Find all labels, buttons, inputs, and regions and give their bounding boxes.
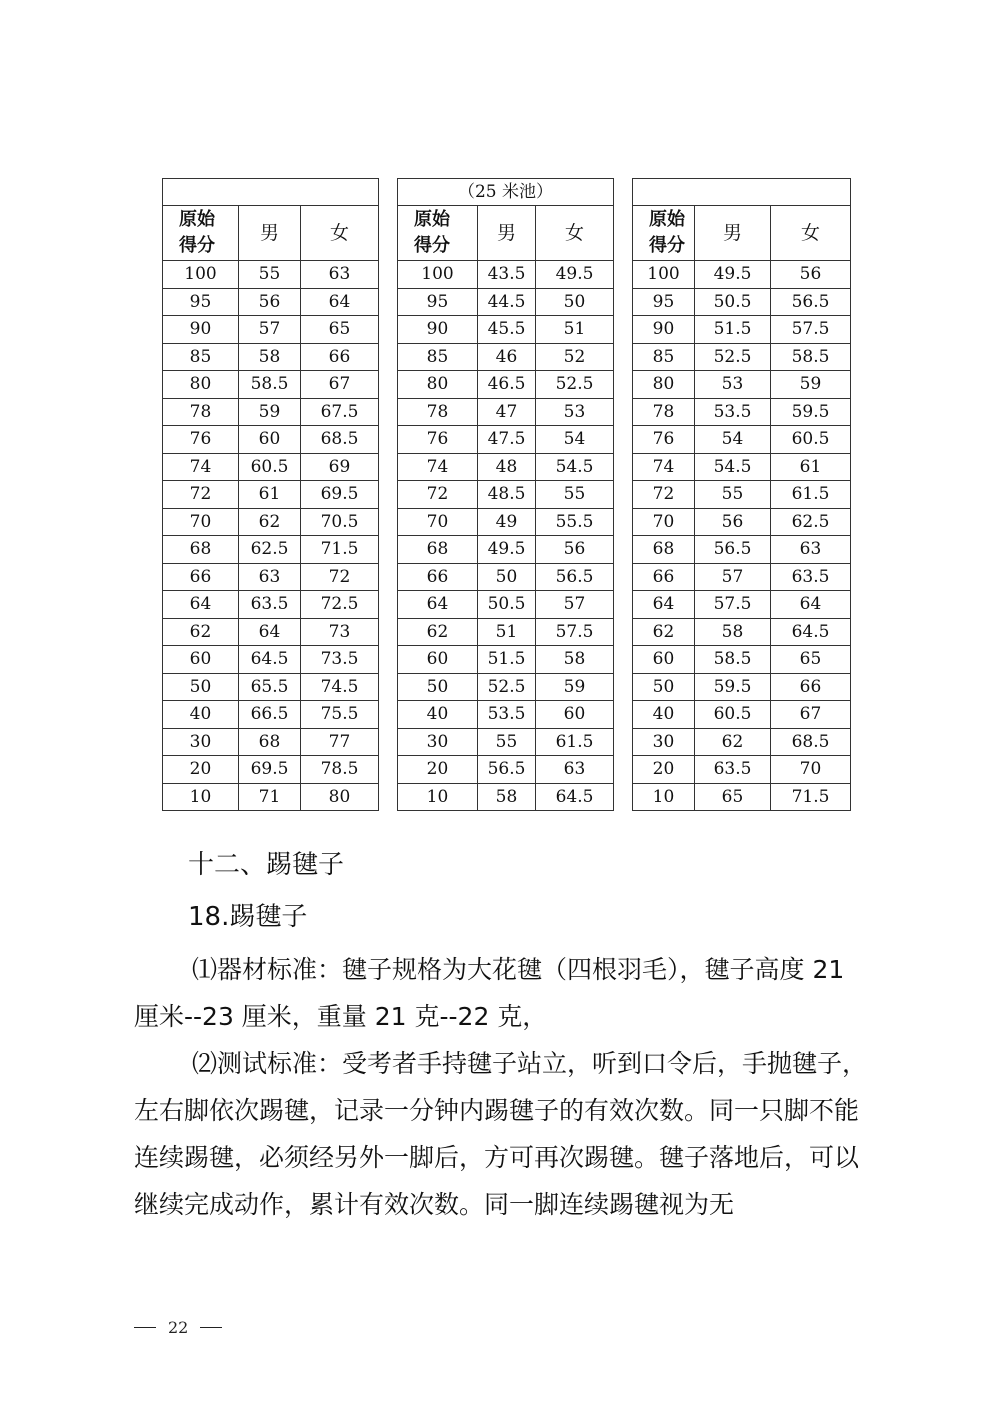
table-cell: 64 <box>398 591 478 619</box>
table-cell: 73.5 <box>301 646 379 674</box>
table-cell: 56 <box>695 508 771 536</box>
table-cell: 65 <box>301 316 379 344</box>
table-cell: 46 <box>478 343 536 371</box>
table-cell: 72 <box>301 563 379 591</box>
table-cell: 80 <box>163 371 239 399</box>
table-cell: 64 <box>633 591 695 619</box>
table-cell: 40 <box>633 701 695 729</box>
item-heading: 18.踢毽子 <box>188 902 308 932</box>
table-row <box>398 673 614 701</box>
table-cell: 72 <box>163 481 239 509</box>
table-cell: 95 <box>398 288 478 316</box>
table-cell: 74 <box>398 453 478 481</box>
table-cell: 61 <box>239 481 301 509</box>
table-cell: 72 <box>633 481 695 509</box>
table-cell: 76 <box>163 426 239 454</box>
table-cell: 95 <box>633 288 695 316</box>
table-cell: 62 <box>695 728 771 756</box>
table-cell: 72 <box>398 481 478 509</box>
table-row <box>163 426 379 454</box>
table-row <box>163 536 379 564</box>
paragraph-equipment <box>134 946 874 1040</box>
table-cell: 10 <box>163 783 239 811</box>
table-cell: 85 <box>398 343 478 371</box>
table-cell: 51 <box>536 316 614 344</box>
table-row <box>398 756 614 784</box>
table-cell: 69.5 <box>239 756 301 784</box>
table-cell: 61.5 <box>536 728 614 756</box>
paragraph-test-standard <box>134 1040 874 1228</box>
table-cell: 64 <box>239 618 301 646</box>
table-cell: 57 <box>536 591 614 619</box>
table-row <box>633 701 851 729</box>
table-cell: 49 <box>478 508 536 536</box>
table-cell: 54 <box>536 426 614 454</box>
table-cell: 100 <box>163 261 239 289</box>
table-row <box>398 426 614 454</box>
table-cell: 58.5 <box>239 371 301 399</box>
table-row <box>633 508 851 536</box>
table-row <box>163 673 379 701</box>
table-cell: 47 <box>478 398 536 426</box>
table-cell: 90 <box>163 316 239 344</box>
table-cell: 78 <box>398 398 478 426</box>
paragraph-text: ⑵测试标准：受考者手持毽子站立，听到口令后，手抛毽子，左右脚依次踢毽，记录一分钟内踢毽子的有效次数。同一只脚不能连续踢毽，必须经另外一脚后，方可再次踢毽。毽子落地后，可以继续完成动作，累计有效次数。同一脚连续踢毽视为无 <box>134 1049 868 1219</box>
table-row <box>633 343 851 371</box>
table-row <box>633 563 851 591</box>
table-cell: 65 <box>771 646 851 674</box>
table-cell: 62.5 <box>239 536 301 564</box>
table-row <box>163 453 379 481</box>
table-row <box>633 261 851 289</box>
table-cell: 64.5 <box>771 618 851 646</box>
table-cell: 53.5 <box>478 701 536 729</box>
header-female: 女 <box>536 206 614 261</box>
table-cell: 74.5 <box>301 673 379 701</box>
header-raw-score: 原始 得分 <box>633 206 695 261</box>
table-cell: 77 <box>301 728 379 756</box>
table-cell: 78 <box>633 398 695 426</box>
table-cell: 71 <box>239 783 301 811</box>
table-cell: 44.5 <box>478 288 536 316</box>
table-cell: 55 <box>536 481 614 509</box>
table-cell: 20 <box>163 756 239 784</box>
table-row <box>163 343 379 371</box>
table-cell: 50 <box>478 563 536 591</box>
table-row <box>398 453 614 481</box>
table-cell: 55.5 <box>536 508 614 536</box>
table-cell: 49.5 <box>478 536 536 564</box>
table-row <box>633 288 851 316</box>
table-cell: 51.5 <box>695 316 771 344</box>
score-table-3 <box>632 178 851 811</box>
table-cell: 43.5 <box>478 261 536 289</box>
table-cell: 65 <box>695 783 771 811</box>
table-cell: 61.5 <box>771 481 851 509</box>
table-row <box>398 508 614 536</box>
table-cell: 78.5 <box>301 756 379 784</box>
header-female: 女 <box>771 206 851 261</box>
table-row <box>398 343 614 371</box>
table-cell: 51.5 <box>478 646 536 674</box>
table-cell: 76 <box>633 426 695 454</box>
table-cell: 66 <box>771 673 851 701</box>
table-cell: 90 <box>633 316 695 344</box>
table-cell: 67 <box>301 371 379 399</box>
table-cell: 95 <box>163 288 239 316</box>
table-gap <box>379 178 397 811</box>
table-row <box>633 756 851 784</box>
table-cell: 59 <box>239 398 301 426</box>
table-cell: 66 <box>163 563 239 591</box>
table-cell: 52.5 <box>478 673 536 701</box>
footer-dash <box>134 1327 156 1328</box>
table-cell: 56 <box>536 536 614 564</box>
table-cell: 85 <box>163 343 239 371</box>
table-cell: 50 <box>163 673 239 701</box>
table-cell: 71.5 <box>771 783 851 811</box>
table-cell: 55 <box>478 728 536 756</box>
table-caption: （25 米池） <box>398 179 614 206</box>
table-cell: 80 <box>633 371 695 399</box>
table-row <box>163 591 379 619</box>
table-cell: 62 <box>239 508 301 536</box>
page-footer <box>134 1318 222 1337</box>
table-cell: 60 <box>239 426 301 454</box>
table-cell: 70 <box>633 508 695 536</box>
table-cell: 75.5 <box>301 701 379 729</box>
table-row <box>163 288 379 316</box>
table-row <box>633 426 851 454</box>
table-cell: 60 <box>536 701 614 729</box>
table-cell: 60 <box>633 646 695 674</box>
table-row <box>163 701 379 729</box>
table-cell: 67.5 <box>301 398 379 426</box>
table-cell: 70.5 <box>301 508 379 536</box>
table-cell: 68 <box>239 728 301 756</box>
table-row <box>163 508 379 536</box>
table-cell: 54.5 <box>536 453 614 481</box>
table-cell: 69.5 <box>301 481 379 509</box>
table-cell: 56 <box>239 288 301 316</box>
table-row <box>633 591 851 619</box>
table-row <box>633 481 851 509</box>
table-cell: 63 <box>771 536 851 564</box>
table-row <box>633 728 851 756</box>
table-row <box>633 453 851 481</box>
table-cell: 85 <box>633 343 695 371</box>
table-row <box>163 316 379 344</box>
table-row <box>163 481 379 509</box>
table-cell: 67 <box>771 701 851 729</box>
table-row <box>398 261 614 289</box>
table-cell: 70 <box>163 508 239 536</box>
table-cell: 20 <box>633 756 695 784</box>
table-cell: 57 <box>695 563 771 591</box>
table-cell: 71.5 <box>301 536 379 564</box>
table-row <box>398 783 614 811</box>
table-cell: 47.5 <box>478 426 536 454</box>
table-cell: 54.5 <box>695 453 771 481</box>
table-cell: 59 <box>536 673 614 701</box>
table-cell: 64 <box>301 288 379 316</box>
table-cell: 57 <box>239 316 301 344</box>
table-row <box>398 701 614 729</box>
table-cell: 60 <box>398 646 478 674</box>
table-cell: 20 <box>398 756 478 784</box>
table-cell: 58 <box>536 646 614 674</box>
table-cell: 63.5 <box>239 591 301 619</box>
table-cell: 63.5 <box>771 563 851 591</box>
table-cell: 60.5 <box>695 701 771 729</box>
section-heading: 十二、踢毽子 <box>188 850 345 880</box>
table-cell: 58 <box>239 343 301 371</box>
footer-dash <box>200 1327 222 1328</box>
table-cell: 63 <box>239 563 301 591</box>
table-cell: 30 <box>398 728 478 756</box>
table-cell: 73 <box>301 618 379 646</box>
table-row <box>633 536 851 564</box>
table-cell: 50.5 <box>478 591 536 619</box>
table-cell: 68 <box>163 536 239 564</box>
table-cell: 49.5 <box>695 261 771 289</box>
table-cell: 60.5 <box>771 426 851 454</box>
table-cell: 52.5 <box>536 371 614 399</box>
table-cell: 62.5 <box>771 508 851 536</box>
table-cell: 30 <box>163 728 239 756</box>
table-row <box>398 646 614 674</box>
table-row <box>633 371 851 399</box>
table-row <box>633 316 851 344</box>
table-cell: 57.5 <box>771 316 851 344</box>
table-row <box>398 371 614 399</box>
table-cell: 53.5 <box>695 398 771 426</box>
table-cell: 80 <box>301 783 379 811</box>
table-cell: 52 <box>536 343 614 371</box>
table-cell: 54 <box>695 426 771 454</box>
table-cell: 66.5 <box>239 701 301 729</box>
table-cell: 59.5 <box>771 398 851 426</box>
table-cell: 80 <box>398 371 478 399</box>
table-row <box>398 618 614 646</box>
table-cell: 68 <box>398 536 478 564</box>
table-cell: 68.5 <box>771 728 851 756</box>
table-cell: 56 <box>771 261 851 289</box>
table-cell: 53 <box>536 398 614 426</box>
table-row <box>163 783 379 811</box>
table-row <box>398 288 614 316</box>
table-cell: 66 <box>398 563 478 591</box>
table-cell: 69 <box>301 453 379 481</box>
table-cell: 70 <box>398 508 478 536</box>
table-cell: 46.5 <box>478 371 536 399</box>
table-cell: 10 <box>398 783 478 811</box>
table-cell: 65.5 <box>239 673 301 701</box>
table-cell: 60.5 <box>239 453 301 481</box>
table-cell: 74 <box>633 453 695 481</box>
table-cell: 40 <box>163 701 239 729</box>
table-cell: 72.5 <box>301 591 379 619</box>
table-row <box>633 618 851 646</box>
table-cell: 45.5 <box>478 316 536 344</box>
table-row <box>398 728 614 756</box>
table-cell: 56.5 <box>695 536 771 564</box>
table-cell: 57.5 <box>536 618 614 646</box>
header-male: 男 <box>239 206 301 261</box>
table-cell: 59.5 <box>695 673 771 701</box>
table-cell: 64 <box>771 591 851 619</box>
table-cell: 62 <box>163 618 239 646</box>
table-cell: 51 <box>478 618 536 646</box>
table-row <box>398 481 614 509</box>
table-cell: 62 <box>633 618 695 646</box>
header-female: 女 <box>301 206 379 261</box>
table-row <box>398 591 614 619</box>
header-male: 男 <box>695 206 771 261</box>
table-cell: 61 <box>771 453 851 481</box>
score-table-2 <box>397 178 614 811</box>
table-cell: 64.5 <box>239 646 301 674</box>
table-row <box>633 783 851 811</box>
table-cell: 66 <box>633 563 695 591</box>
table-cell: 50 <box>398 673 478 701</box>
table-cell: 56.5 <box>771 288 851 316</box>
table-cell: 68 <box>633 536 695 564</box>
header-raw-score: 原始 得分 <box>398 206 478 261</box>
table-cell: 55 <box>239 261 301 289</box>
table-cell: 30 <box>633 728 695 756</box>
table-cell: 68.5 <box>301 426 379 454</box>
table-cell: 50 <box>536 288 614 316</box>
table-cell: 64.5 <box>536 783 614 811</box>
table-cell: 58 <box>478 783 536 811</box>
table-cell: 64 <box>163 591 239 619</box>
table-cell: 78 <box>163 398 239 426</box>
table-row <box>163 371 379 399</box>
table-row <box>163 646 379 674</box>
paragraph-text: ⑴器材标准：毽子规格为大花毽（四根羽毛），毽子高度 21 厘米--23 厘米，重量 21 克--22 克， <box>134 955 845 1031</box>
table-cell: 100 <box>633 261 695 289</box>
table-cell: 53 <box>695 371 771 399</box>
table-cell: 56.5 <box>536 563 614 591</box>
score-tables <box>162 178 851 811</box>
table-cell: 76 <box>398 426 478 454</box>
table-cell: 63.5 <box>695 756 771 784</box>
table-caption <box>163 179 379 206</box>
table-cell: 52.5 <box>695 343 771 371</box>
table-cell: 50 <box>633 673 695 701</box>
table-cell: 58 <box>695 618 771 646</box>
table-row <box>398 398 614 426</box>
table-cell: 60 <box>163 646 239 674</box>
table-cell: 59 <box>771 371 851 399</box>
table-caption <box>633 179 851 206</box>
table-row <box>633 673 851 701</box>
table-cell: 62 <box>398 618 478 646</box>
table-cell: 40 <box>398 701 478 729</box>
table-gap <box>614 178 632 811</box>
table-row <box>398 536 614 564</box>
table-row <box>633 398 851 426</box>
table-cell: 58.5 <box>771 343 851 371</box>
table-row <box>398 563 614 591</box>
table-cell: 100 <box>398 261 478 289</box>
table-row <box>163 618 379 646</box>
header-male: 男 <box>478 206 536 261</box>
table-row <box>163 398 379 426</box>
table-cell: 63 <box>536 756 614 784</box>
table-row <box>398 316 614 344</box>
table-cell: 90 <box>398 316 478 344</box>
table-cell: 50.5 <box>695 288 771 316</box>
table-cell: 70 <box>771 756 851 784</box>
table-cell: 56.5 <box>478 756 536 784</box>
table-row <box>163 563 379 591</box>
table-cell: 63 <box>301 261 379 289</box>
table-cell: 48.5 <box>478 481 536 509</box>
table-row <box>163 728 379 756</box>
table-cell: 55 <box>695 481 771 509</box>
table-row <box>163 261 379 289</box>
table-cell: 48 <box>478 453 536 481</box>
score-table-1 <box>162 178 379 811</box>
table-cell: 74 <box>163 453 239 481</box>
table-row <box>163 756 379 784</box>
table-cell: 66 <box>301 343 379 371</box>
table-cell: 10 <box>633 783 695 811</box>
table-cell: 57.5 <box>695 591 771 619</box>
table-row <box>633 646 851 674</box>
header-raw-score: 原始 得分 <box>163 206 239 261</box>
table-cell: 58.5 <box>695 646 771 674</box>
table-cell: 49.5 <box>536 261 614 289</box>
page-number: 22 <box>168 1318 189 1337</box>
